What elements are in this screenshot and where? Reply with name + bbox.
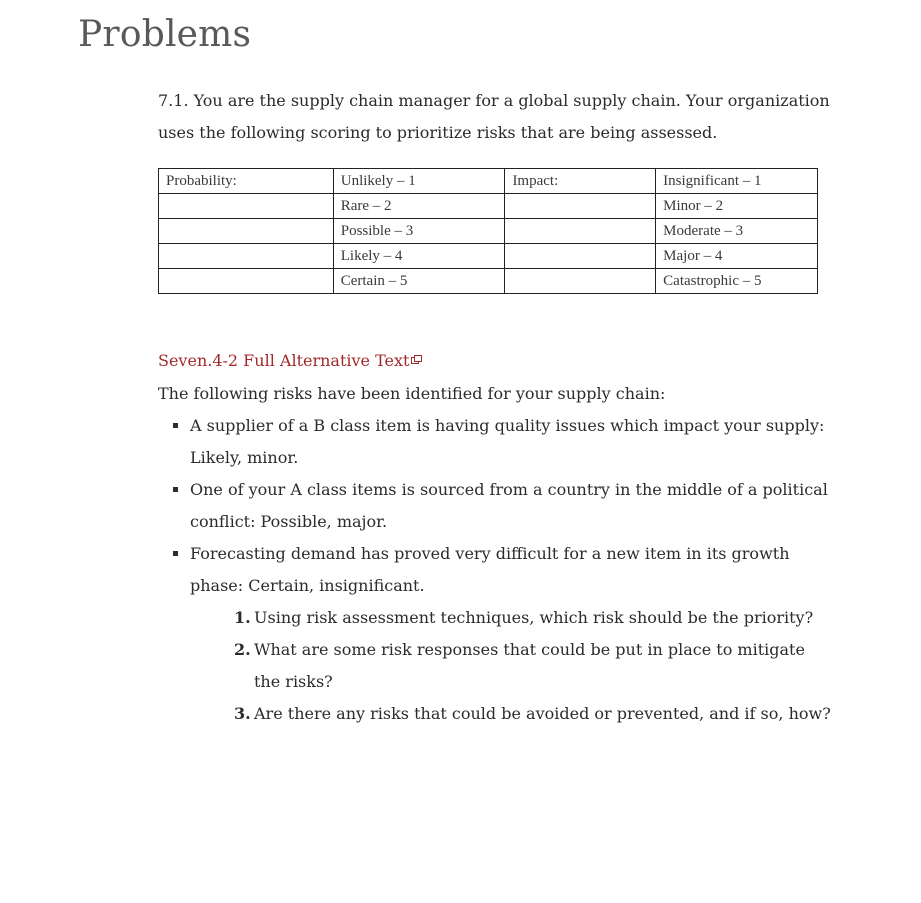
table-cell bbox=[505, 194, 656, 219]
table-cell: Possible – 3 bbox=[333, 219, 505, 244]
table-row bbox=[159, 169, 818, 194]
question-number: 3. bbox=[234, 704, 251, 723]
question-item bbox=[234, 634, 834, 698]
problem-intro: 7.1. You are the supply chain manager for a global supply chain. Your organization uses the following scoring to prioritize risks that are being assessed. bbox=[158, 91, 830, 142]
table-row bbox=[159, 194, 818, 219]
table-cell bbox=[505, 219, 656, 244]
table-cell bbox=[505, 244, 656, 269]
table-cell bbox=[159, 194, 334, 219]
question-number: 2. bbox=[234, 640, 251, 659]
table-cell: Probability: bbox=[159, 169, 334, 194]
question-text: Are there any risks that could be avoided or prevented, and if so, how? bbox=[254, 704, 831, 723]
list-item bbox=[190, 410, 830, 474]
alt-text-link-label: Seven.4-2 Full Alternative Text bbox=[158, 351, 410, 370]
bullet-icon bbox=[173, 487, 178, 492]
table-cell bbox=[159, 269, 334, 294]
list-item bbox=[190, 538, 830, 602]
risk-scoring-table bbox=[158, 168, 818, 294]
list-item bbox=[190, 474, 830, 538]
external-window-icon bbox=[411, 355, 422, 365]
table-cell: Major – 4 bbox=[656, 244, 818, 269]
question-text: What are some risk responses that could be put in place to mitigate the risks? bbox=[254, 640, 805, 691]
table-cell: Likely – 4 bbox=[333, 244, 505, 269]
question-list bbox=[234, 602, 834, 730]
table-cell: Rare – 2 bbox=[333, 194, 505, 219]
table-cell: Catastrophic – 5 bbox=[656, 269, 818, 294]
full-alternative-text-link[interactable] bbox=[158, 346, 422, 376]
question-item bbox=[234, 602, 834, 634]
question-text: Using risk assessment techniques, which risk should be the priority? bbox=[254, 608, 814, 627]
table-cell: Unlikely – 1 bbox=[333, 169, 505, 194]
bullet-icon bbox=[173, 551, 178, 556]
table-cell: Certain – 5 bbox=[333, 269, 505, 294]
table-cell: Impact: bbox=[505, 169, 656, 194]
risk-text: A supplier of a B class item is having quality issues which impact your supply: Likely, minor. bbox=[190, 416, 825, 467]
table-row bbox=[159, 269, 818, 294]
table-cell: Minor – 2 bbox=[656, 194, 818, 219]
question-number: 1. bbox=[234, 608, 251, 627]
table-cell: Moderate – 3 bbox=[656, 219, 818, 244]
risks-intro: The following risks have been identified for your supply chain: bbox=[158, 384, 666, 403]
bullet-icon bbox=[173, 423, 178, 428]
table-row bbox=[159, 244, 818, 269]
risk-list bbox=[190, 410, 830, 602]
table-cell bbox=[159, 219, 334, 244]
risk-text: Forecasting demand has proved very difficult for a new item in its growth phase: Certain, insignificant. bbox=[190, 544, 790, 595]
risk-text: One of your A class items is sourced from a country in the middle of a political conflict: Possible, major. bbox=[190, 480, 828, 531]
question-item bbox=[234, 698, 834, 730]
page-title: Problems bbox=[78, 14, 252, 55]
table-cell bbox=[505, 269, 656, 294]
table-row bbox=[159, 219, 818, 244]
table-cell bbox=[159, 244, 334, 269]
table-cell: Insignificant – 1 bbox=[656, 169, 818, 194]
